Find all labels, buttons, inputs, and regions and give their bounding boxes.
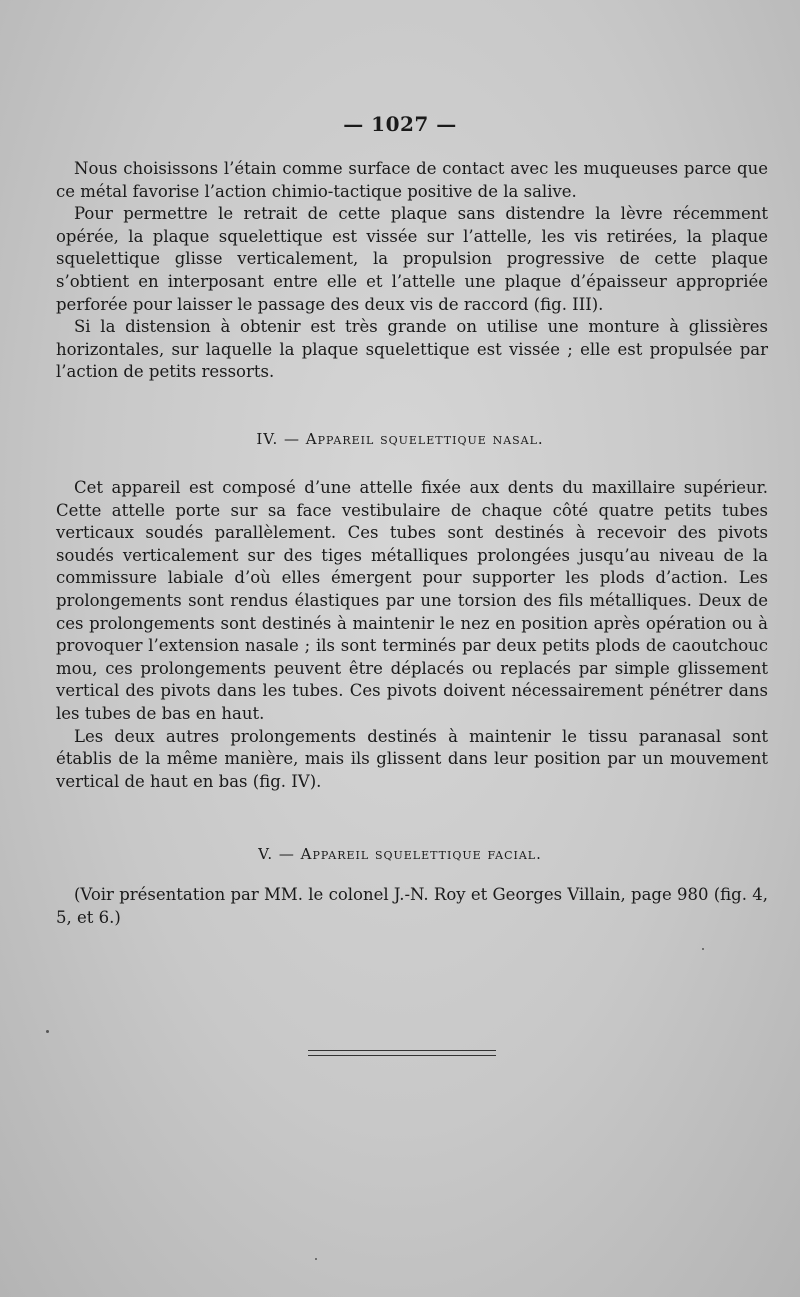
paragraph: Cet appareil est composé d’une attelle fixée aux dents du maxillaire supérieur. Cette attelle porte sur sa face vestibulaire de chaque côté quatre petits tubes verticaux soudés parallèlement. Ces tubes sont destinés à recevoir des pivots soudés verticalement sur des tiges métalliques prolongées jusqu’au niveau de la commissure labiale d’où elles émergent pour supporter les plods d’action. Les prolongements sont rendus élastiques par une torsion des fils métalliques. Deux de ces prolongements sont destinés à maintenir le nez en position après opération ou à provoquer l’extension nasale ; ils sont terminés par deux petits plods de caoutchouc mou, ces prolongements peuvent être déplacés ou replacés par simple glissement vertical des pivots dans les tubes. Ces pivots doivent nécessairement pénétrer dans les tubes de bas en haut. [56, 478, 768, 723]
scan-speck [315, 1258, 317, 1260]
paragraph: Nous choisissons l’étain comme surface de contact avec les muqueuses parce que ce métal favorise l’action chimio-tactique positive de la salive. [56, 159, 768, 201]
paragraph: Pour permettre le retrait de cette plaque sans distendre la lèvre récemment opérée, la plaque squelettique est vissée sur l’attelle, les vis retirées, la plaque squelettique glisse verticalement, la propulsion progressive de cette plaque s’obtient en interposant entre elle et l’attelle une plaque d’épaisseur appropriée perforée pour laisser le passage des deux vis de raccord (fig. III). [56, 204, 768, 314]
section-1-text [56, 158, 768, 384]
scan-speck [702, 948, 704, 950]
heading-numeral: IV. — [256, 430, 300, 448]
paragraph: Les deux autres prolongements destinés à maintenir le tissu paranasal sont établis de la même manière, mais ils glissent dans leur position par un mouvement vertical de haut en bas (fig. IV). [56, 726, 768, 791]
section-3-text [56, 884, 768, 929]
heading-numeral: V. — [258, 845, 295, 863]
section-heading-iv [0, 430, 800, 448]
section-2-text [56, 477, 768, 793]
heading-title: Appareil squelettique facial. [300, 845, 542, 863]
end-rule-bottom [308, 1055, 496, 1056]
end-rule-top [308, 1050, 496, 1051]
section-heading-v [0, 845, 800, 863]
paragraph: (Voir présentation par MM. le colonel J.-N. Roy et Georges Villain, page 980 (fig. 4, 5, et 6.) [56, 885, 768, 927]
scan-speck [46, 1030, 49, 1033]
paragraph: Si la distension à obtenir est très grande on utilise une monture à glissières horizontales, sur laquelle la plaque squelettique est vissée ; elle est propulsée par l’action de petits ressorts. [56, 317, 768, 382]
heading-title: Appareil squelettique nasal. [305, 430, 544, 448]
page-number: — 1027 — [343, 112, 457, 136]
